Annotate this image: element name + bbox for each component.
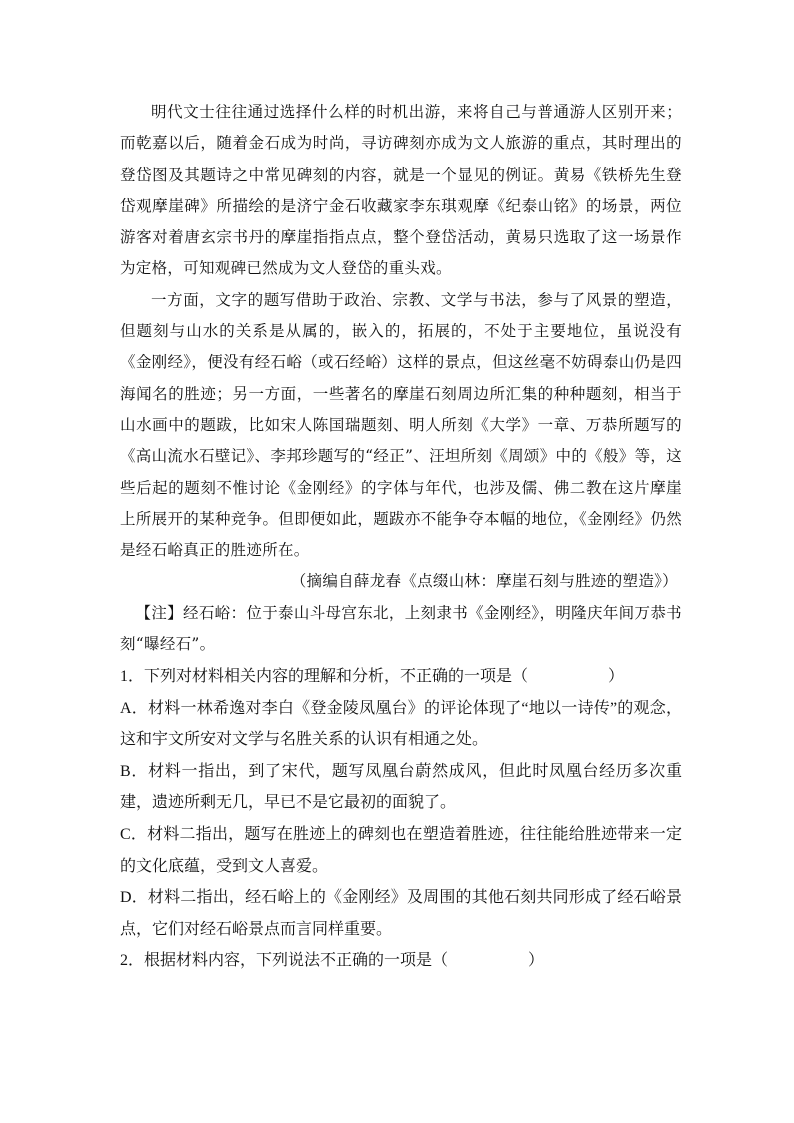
option-a: A．材料一林希逸对李白《登金陵凤凰台》的评论体现了“地以一诗传”的观念，这和宇文所安对文学与名胜关系的认识有相通之处。 bbox=[120, 699, 682, 749]
passage-paragraph: 一方面，文字的题写借助于政治、宗教、文学与书法，参与了风景的塑造，但题刻与山水的关系是从属的，嵌入的，拓展的，不处于主要地位，虽说没有《金刚经》，便没有经石峪（或石经峪）这样的景点，但这丝毫不妨碍泰山仍是四海闻名的胜迹；另一方面，一些著名的摩崖石刻周边所汇集的种种题刻，相当于山水画中的题跋，比如宋人陈国瑞题刻、明人所刻《大学》一章、万恭所题写的《高山流水石壁记》、李邦珍题写的“经正”、汪坦所刻《周颂》中的《般》等，这些后起的题刻不惟讨论《金刚经》的字体与年代，也涉及儒、佛二教在这片摩崖上所展开的某种竞争。但即便如此，题跋亦不能争夺本幅的地位，《金刚经》仍然是经石峪真正的胜迹所在。 bbox=[120, 290, 682, 560]
passage-paragraph: 明代文士往往通过选择什么样的时机出游，来将自己与普通游人区别开来；而乾嘉以后，随着金石成为时尚，寻访碑刻亦成为文人旅游的重点，其时理出的登岱图及其题诗之中常见碑刻的内容，就是一个显见的例证。黄易《铁桥先生登岱观摩崖碑》所描绘的是济宁金石收藏家李东琪观摩《纪泰山铭》的场景，两位游客对着唐玄宗书丹的摩崖指指点点，整个登岱活动，黄易只选取了这一场景作为定格，可知观碑已然成为文人登岱的重头戏。 bbox=[120, 103, 682, 278]
question-1-stem: 1．下列对材料相关内容的理解和分析，不正确的一项是（ bbox=[120, 668, 529, 685]
question-1 bbox=[120, 661, 682, 693]
option-b: B．材料一指出，到了宋代，题写凤凰台蔚然成风，但此时凤凰台经历多次重建，遗迹所剩无几，早已不是它最初的面貌了。 bbox=[120, 762, 682, 812]
passage-source: （摘编自薛龙春《点缀山林：摩崖石刻与胜迹的塑造》） bbox=[290, 572, 678, 591]
option-c: C．材料二指出，题写在胜迹上的碑刻也在塑造着胜迹，往往能给胜迹带来一定的文化底蕴，受到文人喜爱。 bbox=[120, 825, 682, 875]
passage-note: 【注】经石峪：位于泰山斗母宫东北，上刻隶书《金刚经》，明隆庆年间万恭书刻“曝经石”。 bbox=[120, 603, 682, 654]
question-2-close: ） bbox=[528, 952, 545, 970]
question-2-stem: 2．根据材料内容，下列说法不正确的一项是（ bbox=[120, 952, 449, 970]
question-2 bbox=[120, 945, 682, 977]
option-d: D．材料二指出，经石峪上的《金刚经》及周围的其他石刻共同形成了经石峪景点，它们对经石峪景点而言同样重要。 bbox=[120, 889, 682, 938]
reading-passage bbox=[120, 97, 682, 660]
question-1-close: ） bbox=[608, 668, 625, 685]
question-section bbox=[120, 661, 682, 977]
